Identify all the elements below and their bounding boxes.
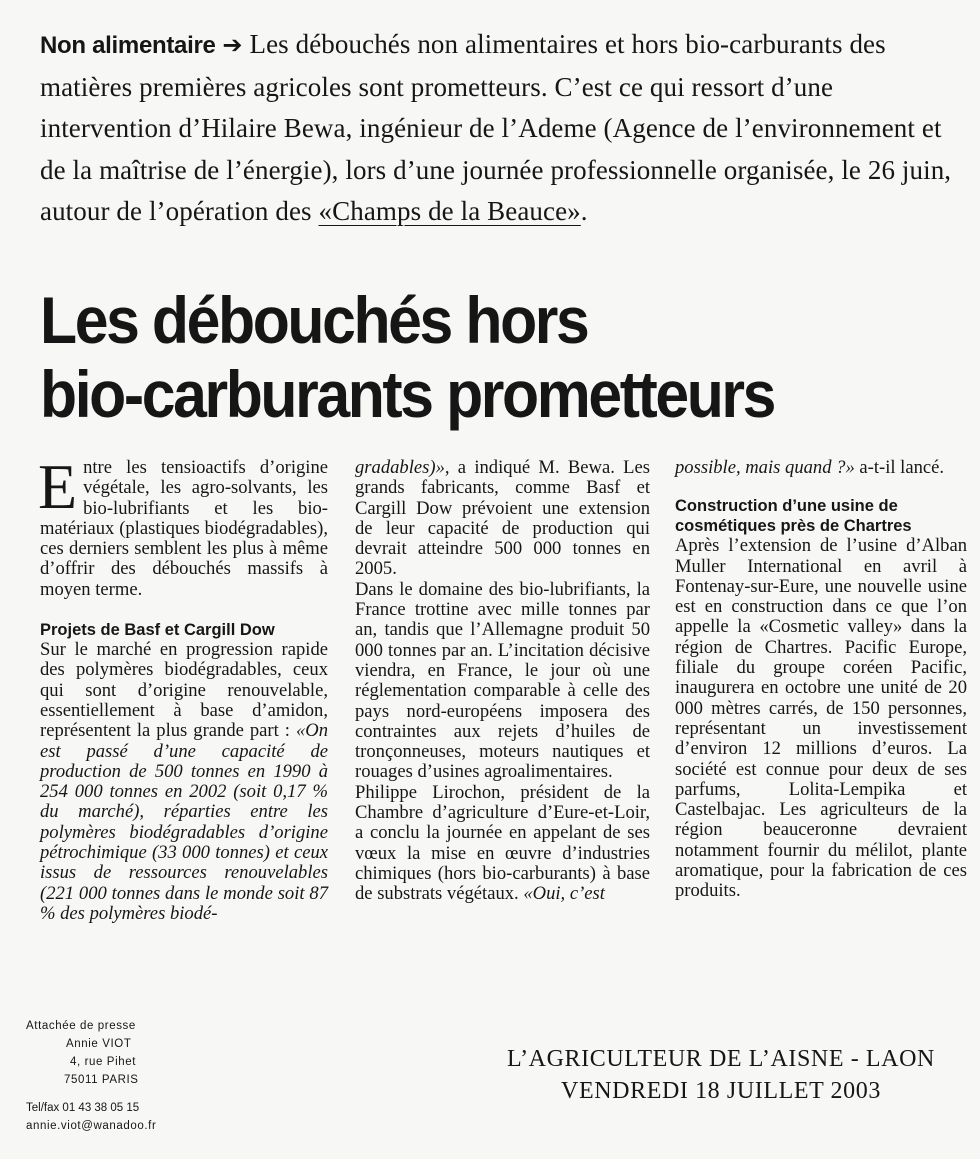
col2-paragraph-3-text: Philippe Lirochon, président de la Chambre d’agriculture d’Eure-et-Loir, a conclu la journée en appelant de ses vœux la mise en œuvre d’industries chimiques (hors bio-carburants) à base de substrats végétaux. [355,781,650,905]
col1-paragraph-1 [38,451,328,600]
intro-underlined-text: «Champs de la Beauce» [318,196,581,226]
intro-text-end: . [580,196,588,226]
col1-paragraph-2-text: Sur le marché en progression rapide des polymères biodégradables, ceux qui sont d’origine renouvelable, essentiellement à base d’amidon, représentent la plus grande part : [40,639,328,742]
spacer [675,478,967,496]
col2-paragraph-1 [355,458,650,580]
col1-paragraph-1-text: ntre les tensioactifs d’origine végétale, les agro-solvants, les bio-lubrifiants et les bio-matériaux (plastiques biodégradables), ces derniers semblent les plus à même d’offrir des débouchés massifs à moyen terme. [40,457,328,600]
col3-quote-end: possible, mais quand ?» [675,457,855,478]
drop-cap: E [38,451,78,522]
col3-paragraph-2: Après l’extension de l’usine d’Alban Muller International en avril à Fontenay-sur-Eure, une nouvelle usine est en construction dans ce que l’on appelle la «Cosmetic valley» dans la région de Chartres. Pacific Europe, filiale du groupe coréen Pacific, inaugurera en octobre une unité de 20 000 mètres carrés, de 150 personnes, représentant un investissement d’environ 12 millions d’euros. La société est connue pour deux de ses parfums, Lolita-Lempika et Castelbajac. Les agriculteurs de la région beauceronne devraient notamment fournir du mélilot, plante aromatique, pour la fabrication de ces produits. [675,535,967,902]
column-1 [38,451,328,924]
press-street: 4, rue Pihet [70,1056,137,1068]
source-line-1: L’AGRICULTEUR DE L’AISNE - LAON [507,1046,935,1072]
col2-paragraph-1-text: , a indiqué M. Bewa. Les grands fabricants, comme Basf et Cargill Dow prévoient une extension de leur capacité de production qui devrait atteindre 500 000 tonnes en 2005. [355,457,650,580]
col2-quote-end: gradables)» [355,457,445,478]
press-name: Annie VIOT [66,1038,132,1050]
col1-paragraph-2 [40,640,328,924]
intro-paragraph [40,24,965,233]
column-3 [675,458,967,902]
press-city: 75011 PARIS [64,1074,139,1086]
press-tel: Tel/fax 01 43 38 05 15 [26,1102,140,1114]
spacer [40,600,328,620]
press-title: Attachée de presse [26,1020,136,1032]
col2-quote: «Oui, c’est [523,883,605,905]
headline-line-1: Les débouchés hors [40,283,588,357]
subhead-basf-cargill: Projets de Basf et Cargill Dow [40,621,275,640]
press-contact [26,1017,156,1135]
intro-text: Les débouchés non alimentaires et hors bio-carburants des matières premières agricoles sont prometteurs. C’est ce qui ressort d’une intervention d’Hilaire Bewa, ingénieur de l’Ademe (Agence de l’environnement et de la maîtrise de l’énergie), lors d’une journée professionnelle organisée, le 26 juin, autour de l’opération des [40,29,952,226]
publication-source [476,1043,966,1107]
arrow-right-icon: ➔ [222,31,243,59]
col3-paragraph-1-text: a-t-il lancé. [854,457,945,478]
press-email: annie.viot@wanadoo.fr [26,1120,157,1132]
source-line-2: VENDREDI 18 JUILLET 2003 [561,1078,881,1104]
headline-line-2: bio-carburants prometteurs [40,357,775,431]
article-headline [40,283,896,431]
col1-quote: «On est passé d’une capacité de production de 500 tonnes en 1990 à 254 000 tonnes en 2002 (soit 0,17 % du marché), réparties entre les polymères biodégradables d’origine pétrochimique (33 000 tonnes) et ceux issus de ressources renouvelables (221 000 tonnes dans le monde soit 87 % des polymères biodé- [40,720,328,924]
col3-paragraph-1 [675,458,967,478]
kicker-label: Non alimentaire [40,32,216,59]
subhead-usine-cosmetiques: Construction d’une usine de cosmétiques près de Chartres [675,497,912,536]
col2-paragraph-3 [355,783,650,905]
column-2 [355,458,650,905]
col2-paragraph-2: Dans le domaine des bio-lubrifiants, la France trottine avec mille tonnes par an, tandis que l’Allemagne produit 50 000 tonnes par an. L’incitation décisive viendra, en France, le jour où une réglementation comparable à celle des pays nord-européens imposera des contraintes aux rejets d’huiles de tronçonneuses, moteurs nautiques et rouages d’usines agroalimentaires. [355,578,650,783]
